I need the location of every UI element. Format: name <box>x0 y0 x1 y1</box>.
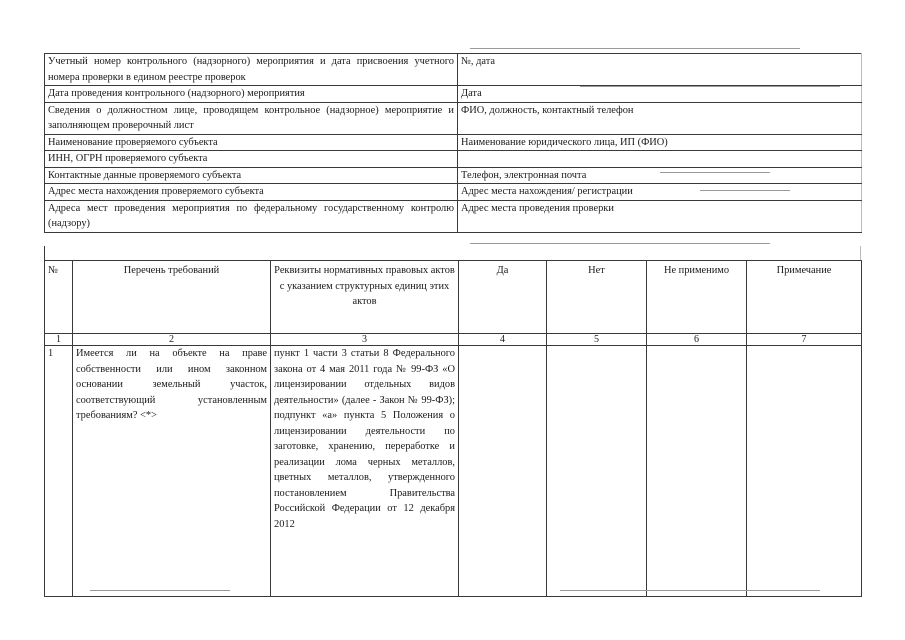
info-label: Наименование проверяемого субъекта <box>45 134 458 151</box>
info-label: Учетный номер контрольного (надзорного) мероприятия и дата присвоения учетного номера проверки в едином реестре проверок <box>45 54 458 86</box>
info-value: Дата <box>458 86 862 103</box>
header-legal-acts: Реквизиты нормативных правовых актов с указанием структурных единиц этих актов <box>271 261 459 334</box>
scan-artifact-line <box>700 190 790 191</box>
table-row <box>45 346 862 597</box>
info-row <box>45 54 862 86</box>
scan-artifact-line <box>470 48 800 49</box>
legal-acts-text: пункт 1 части 3 статьи 8 Федерального закона от 4 мая 2011 года № 99-ФЗ «О лицензировании отдельных видов деятельности» (далее - Закон № 99-ФЗ); подпункт «а» пункта 5 Положения о лицензировании деятельности по заготовке, хранению, переработке и реализации лома черных металлов, цветных металлов, утвержденного постановлением Правительства Российской Федерации от 12 декабря 2012 <box>271 346 459 597</box>
column-numbers-row <box>45 334 862 346</box>
column-number: 4 <box>459 334 547 346</box>
info-value: Адрес места нахождения/ регистрации <box>458 184 862 201</box>
header-number: № <box>45 261 73 334</box>
header-yes: Да <box>459 261 547 334</box>
scan-artifact-line <box>90 590 230 591</box>
scan-artifact-line <box>560 590 820 591</box>
info-value: Адрес места проведения проверки <box>458 200 862 232</box>
header-not-applicable: Не применимо <box>647 261 747 334</box>
info-row <box>45 151 862 168</box>
info-value: Телефон, электронная почта <box>458 167 862 184</box>
requirements-table <box>44 260 862 597</box>
info-value: Наименование юридического лица, ИП (ФИО) <box>458 134 862 151</box>
column-number: 2 <box>73 334 271 346</box>
info-value: №, дата <box>458 54 862 86</box>
requirement-text: Имеется ли на объекте на праве собственности или ином законном основании земельный участок, соответствующий установленным требованиям? <*> <box>73 346 271 597</box>
column-number: 3 <box>271 334 459 346</box>
answer-na-cell[interactable] <box>647 346 747 597</box>
info-label: Контактные данные проверяемого субъекта <box>45 167 458 184</box>
info-label: ИНН, ОГРН проверяемого субъекта <box>45 151 458 168</box>
info-row <box>45 167 862 184</box>
column-number: 6 <box>647 334 747 346</box>
inspection-info-table <box>44 53 862 233</box>
note-cell[interactable] <box>747 346 862 597</box>
info-row <box>45 86 862 103</box>
info-label: Адрес места нахождения проверяемого субъекта <box>45 184 458 201</box>
info-row <box>45 184 862 201</box>
answer-no-cell[interactable] <box>547 346 647 597</box>
info-label: Дата проведения контрольного (надзорного) мероприятия <box>45 86 458 103</box>
info-value <box>458 151 862 168</box>
info-row <box>45 200 862 232</box>
table-header-row <box>45 261 862 334</box>
row-number: 1 <box>45 346 73 597</box>
scan-artifact-line <box>470 243 770 244</box>
scan-artifact-line <box>580 86 840 87</box>
info-value: ФИО, должность, контактный телефон <box>458 102 862 134</box>
table-spacer <box>44 246 861 260</box>
header-requirements: Перечень требований <box>73 261 271 334</box>
column-number: 7 <box>747 334 862 346</box>
answer-yes-cell[interactable] <box>459 346 547 597</box>
header-no: Нет <box>547 261 647 334</box>
column-number: 1 <box>45 334 73 346</box>
column-number: 5 <box>547 334 647 346</box>
info-label: Адреса мест проведения мероприятия по федеральному государственному контролю (надзору) <box>45 200 458 232</box>
info-row <box>45 134 862 151</box>
header-note: Примечание <box>747 261 862 334</box>
info-row <box>45 102 862 134</box>
info-label: Сведения о должностном лице, проводящем контрольное (надзорное) мероприятие и заполняющем проверочный лист <box>45 102 458 134</box>
scan-artifact-line <box>660 172 770 173</box>
